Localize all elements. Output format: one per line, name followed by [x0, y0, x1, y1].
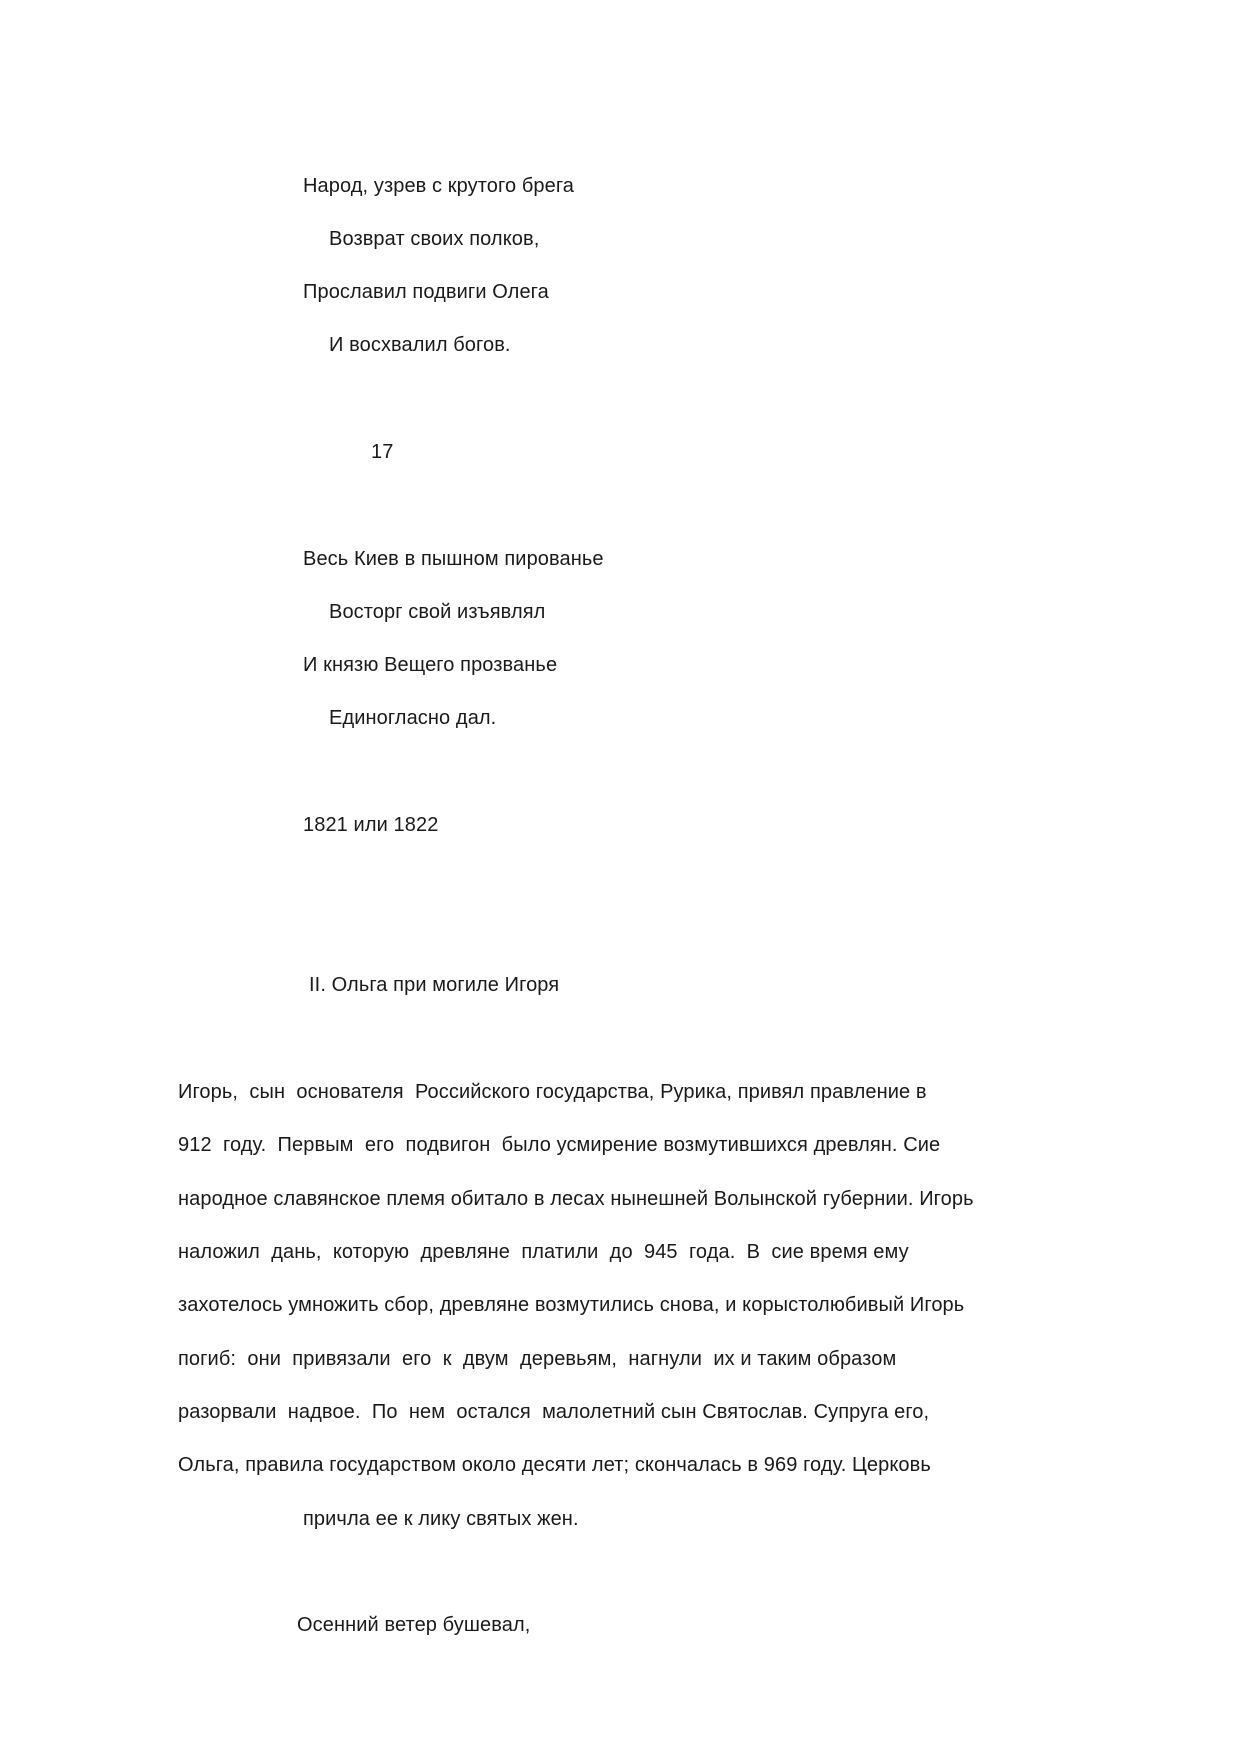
prose-line: захотелось умножить сбор, древляне возмутились снова, и корыстолюбивый Игорь [178, 1294, 965, 1316]
poem-date: 1821 или 1822 [303, 814, 439, 836]
prose-line: наложил дань, которую древляне платили до 945 года. В сие время ему [178, 1241, 909, 1263]
prose-line: причла ее к лику святых жен. [303, 1508, 579, 1530]
poem-line: Прославил подвиги Олега [303, 281, 549, 303]
poem-line: И восхвалил богов. [329, 334, 511, 356]
prose-line: погиб: они привязали его к двум деревьям, нагнули их и таким образом [178, 1348, 897, 1370]
section-heading: II. Ольга при могиле Игоря [309, 974, 560, 996]
poem-line: Восторг свой изъявлял [329, 601, 546, 623]
prose-line: Игорь, сын основателя Российского государства, Рурика, привял правление в [178, 1081, 927, 1103]
poem-line: Осенний ветер бушевал, [297, 1614, 531, 1636]
prose-line: 912 году. Первым его подвигон было усмирение возмутившихся древлян. Сие [178, 1134, 941, 1156]
poem-line: Единогласно дал. [329, 707, 497, 729]
prose-line: народное славянское племя обитало в лесах нынешней Волынской губернии. Игорь [178, 1188, 974, 1210]
poem-line: Весь Киев в пышном пированье [303, 548, 604, 570]
poem-line: И князю Вещего прозванье [303, 654, 558, 676]
stanza-number: 17 [371, 441, 394, 463]
prose-line: разорвали надвое. По нем остался малолетний сын Святослав. Супруга его, [178, 1401, 930, 1423]
poem-line: Возврат своих полков, [329, 228, 540, 250]
prose-line: Ольга, правила государством около десяти лет; скончалась в 969 году. Церковь [178, 1454, 931, 1476]
poem-line: Народ, узрев с крутого брега [303, 175, 575, 197]
